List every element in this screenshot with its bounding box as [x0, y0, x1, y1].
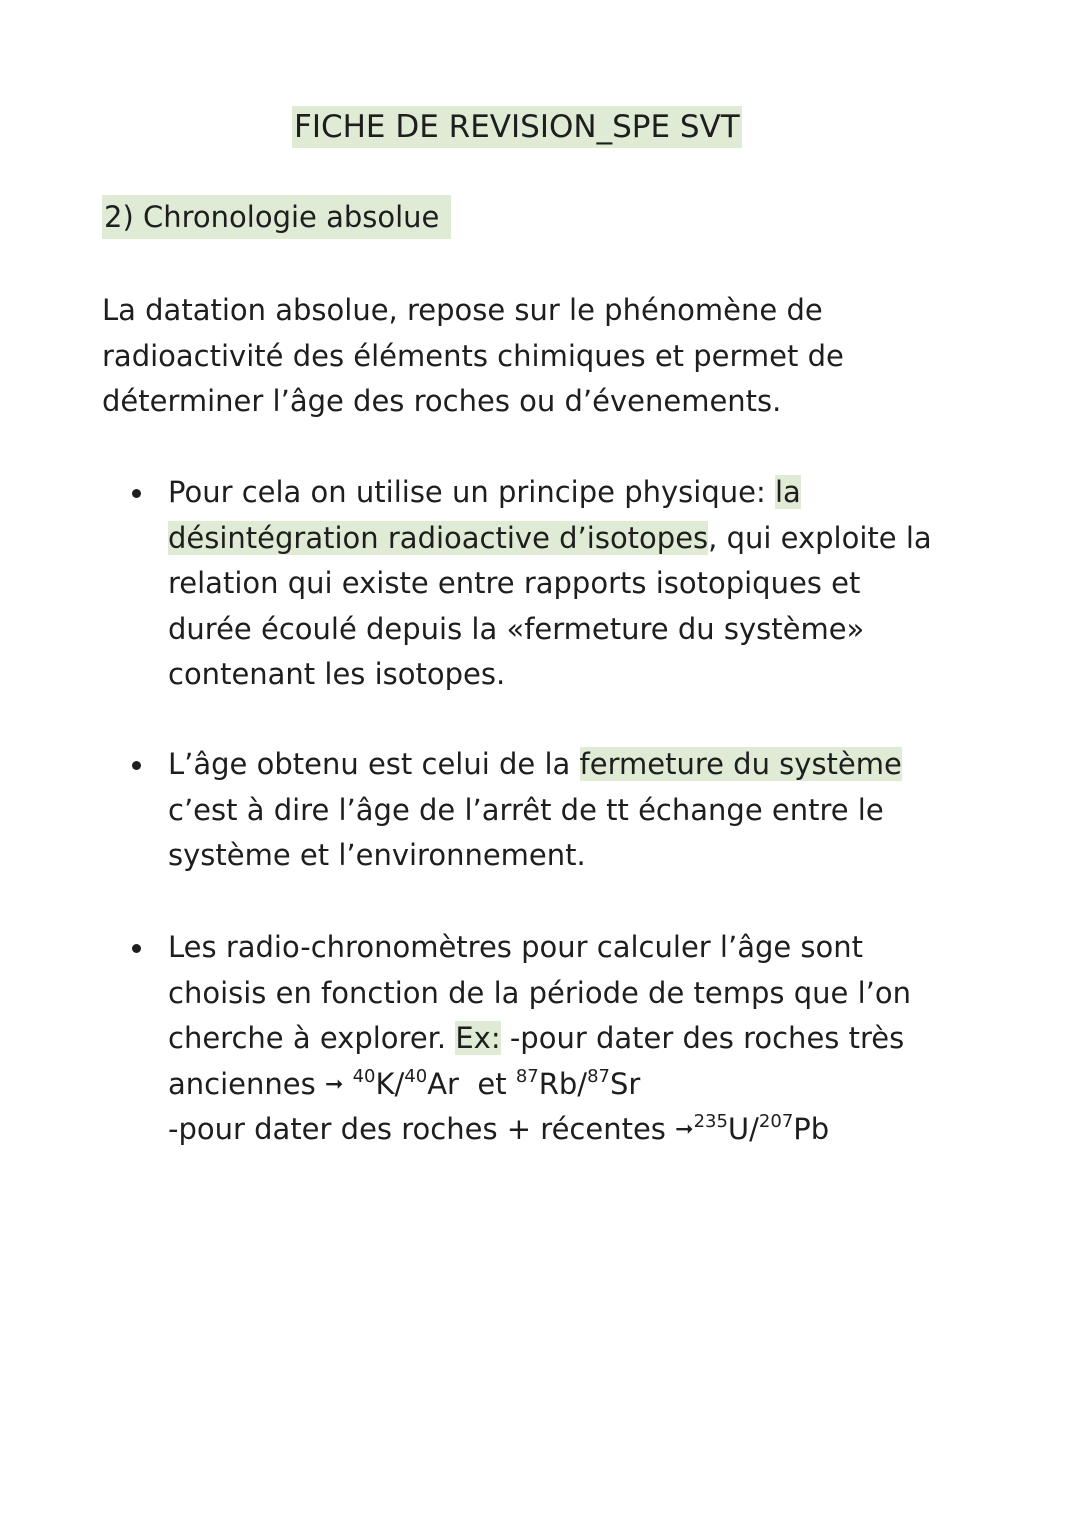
isotope-pair-u-pb: [694, 1112, 830, 1146]
mass-number: 87: [515, 1065, 539, 1087]
bullet-line: [168, 1062, 998, 1108]
element: Ar: [427, 1066, 459, 1101]
highlight: la: [774, 475, 801, 509]
element: Sr: [610, 1066, 641, 1101]
intro-line: radioactivité des éléments chimiques et permet de: [102, 338, 844, 373]
arrow-right-icon: ➞: [675, 1117, 694, 1142]
element: U/: [727, 1112, 759, 1146]
highlight: Ex:: [455, 1021, 501, 1055]
bullet-item-chronometers: [168, 925, 998, 1153]
mass-number: 40: [352, 1065, 376, 1087]
text: cherche à explorer.: [168, 1021, 456, 1055]
bullet-line: [168, 1107, 998, 1153]
isotope-pair-k-ar: [353, 1067, 459, 1101]
text: Pour cela on utilise un principe physique:: [168, 475, 775, 509]
highlight: désintégration radioactive d’isotopes: [168, 520, 709, 555]
section-heading: 2) Chronologie absolue: [102, 195, 451, 239]
text: -pour dater des roches + récentes: [168, 1112, 666, 1146]
bullet-line: [168, 470, 998, 516]
text: , qui exploite la: [708, 520, 932, 555]
text: et: [477, 1066, 507, 1101]
bullet-line: [168, 516, 998, 562]
text: L’âge obtenu est celui de la: [168, 747, 580, 781]
intro-line: déterminer l’âge des roches ou d’évenements.: [102, 384, 782, 418]
bullet-dot-icon: [132, 944, 141, 953]
bullet-line: relation qui existe entre rapports isotopiques et: [168, 566, 861, 600]
bullet-line: choisis en fonction de la période de temps que l’on: [168, 975, 911, 1010]
intro-paragraph: [102, 288, 982, 425]
bullet-line: [168, 1016, 998, 1062]
mass-number: 235: [693, 1111, 728, 1132]
bullet-item-age: [168, 742, 998, 879]
bullet-item-principle: [168, 470, 998, 698]
arrow-right-icon: ➞: [324, 1071, 344, 1097]
text: -pour dater des roches très: [500, 1021, 905, 1055]
bullet-line: [168, 742, 998, 788]
mass-number: 87: [587, 1065, 610, 1087]
bullet-dot-icon: [132, 489, 141, 498]
isotope-pair-rb-sr: [516, 1067, 641, 1101]
page-title: FICHE DE REVISION_SPE SVT: [292, 106, 742, 148]
mass-number: 207: [758, 1111, 794, 1132]
bullet-line: Les radio-chronomètres pour calculer l’âge sont: [168, 930, 864, 964]
highlight: fermeture du système: [579, 747, 902, 781]
element: Pb: [793, 1112, 830, 1146]
bullet-line: système et l’environnement.: [168, 838, 586, 872]
bullet-dot-icon: [132, 761, 141, 770]
mass-number: 40: [404, 1065, 428, 1087]
bullet-line: contenant les isotopes.: [168, 657, 506, 691]
element: Rb/: [538, 1066, 588, 1101]
intro-line: La datation absolue, repose sur le phénomène de: [102, 293, 823, 327]
element: K/: [375, 1066, 405, 1101]
text: anciennes: [168, 1066, 316, 1101]
bullet-line: durée écoulé depuis la «fermeture du système»: [168, 611, 865, 646]
bullet-line: c’est à dire l’âge de l’arrêt de tt échange entre le: [168, 792, 884, 827]
